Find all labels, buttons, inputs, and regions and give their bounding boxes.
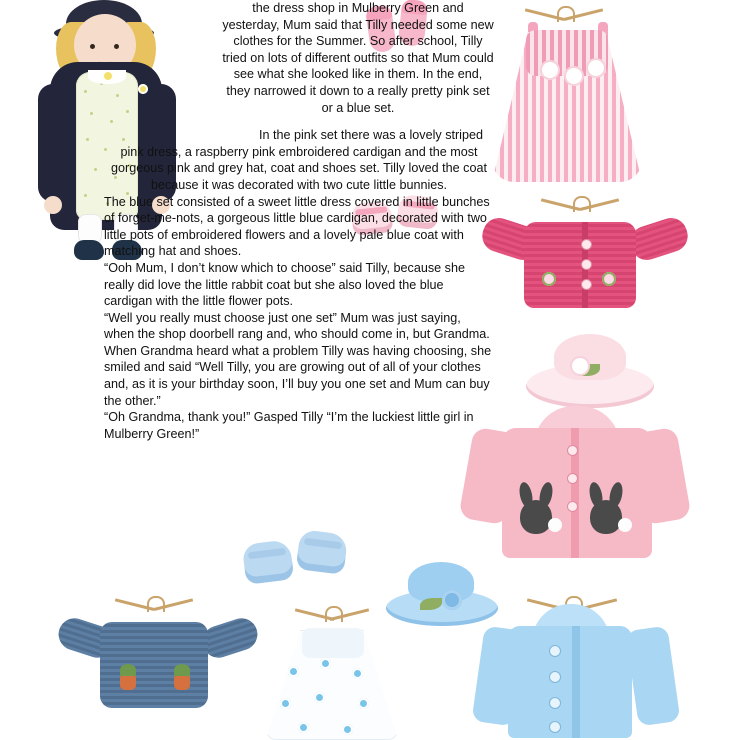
paragraph-4: “Ooh Mum, I don’t know which to choose” said Tilly, because she really did love the little rabbit coat but she also loved the blue cardigan with the little flower pots. [104,260,465,309]
doll-hand-left [44,196,62,214]
blue-shoe-right [296,529,349,575]
cardigan-body [524,222,636,308]
hanger-icon [116,596,192,622]
paragraph-5: “Well you really must choose just one set” Mum was just saying, when the shop doorbell rang and, who should come in, but Grandma. [104,310,490,342]
flower-pot-right [174,676,190,690]
bunny-motif-left [514,484,558,536]
blue-cardigan-illustration [68,596,248,726]
doll-eye-left [90,44,95,49]
blue-hat-crown [408,562,474,602]
blue-coat-placket [572,626,580,738]
forget-me-not-dress-illustration [258,606,408,736]
paragraph-7: “Oh Grandma, thank you!” Gasped Tilly “I’m the luckiest little girl in Mulberry Green!” [104,410,474,441]
blue-coat-body [508,626,632,738]
dress-flower-2 [566,68,582,84]
dress-flower-1 [542,62,558,78]
cardigan-sleeve-right [626,214,692,264]
bunny-coat-illustration [460,400,690,570]
hanger-icon [542,196,618,222]
doll-shoe-left [74,240,104,260]
raspberry-cardigan-illustration [490,196,680,326]
flower-pot-left-plant [120,664,136,676]
flower-pot-right-plant [174,664,190,676]
blue-cardigan-body [100,622,208,708]
hat-flower [572,358,588,374]
paragraph-1: the dress shop in Mulberry Green and yesterday, Mum said that Tilly needed some new clothes for the Summer. So after school, Tilly tried on lots of different outfits so that Mum could see what she looked like in them. In the end, they narrowed it down to a really pretty pink set or a blue set. [222,1,494,115]
paragraph-2: In the pink set there was a lovely striped pink dress, a raspberry pink embroidered cardigan and the most gorgeous pink and grey hat, coat and shoes set. Tilly loved the coat because it was decorated with two cute little bunnies. [111,128,487,192]
blue-shoes-illustration [244,528,350,596]
bunny-motif-right [584,484,628,536]
flower-pot-left [120,676,136,690]
cardigan-embroidery-left [542,272,556,286]
cardigan-embroidery-right [602,272,616,286]
blue-hat-rose [442,590,462,610]
paragraph-3: The blue set consisted of a sweet little dress covered in little bunches of forget-me-nots, a gorgeous little blue cardigan, decorated with two little pots of embroidered flowers and a lovely pale blue coat with matching hat and shoes. [104,194,490,259]
blue-coat-sleeve-right [626,626,681,727]
text-wrap-spacer-doll [104,0,222,140]
pink-striped-dress-illustration [470,6,660,196]
blue-shoe-left [242,539,295,585]
blue-dress-yoke [302,628,364,658]
dress-flower-3 [588,60,604,76]
story-text-column [104,0,494,442]
paragraph-6: When Grandma heard what a problem Tilly was having choosing, she smiled and said “Well Tilly, you are growing out of all of your clothes and, as it is your birthday soon, I’ll buy you one set and Mum can buy the other.” [104,343,492,408]
blue-coat-illustration [476,596,676,740]
